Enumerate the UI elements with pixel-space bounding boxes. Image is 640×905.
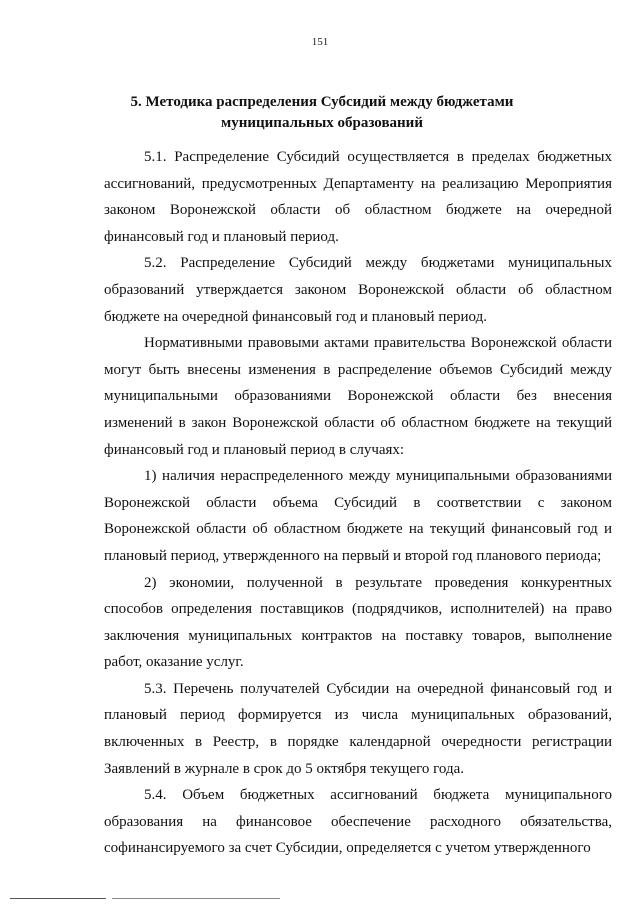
section-heading-line-1: 5. Методика распределения Субсидий между бюджетами xyxy=(130,94,514,110)
list-item-2: 2) экономии, полученной в результате проведения конкурентных способов определения поставщиков (подрядчиков, исполнителей) на право заключения муниципальных контрактов на поставку товаров, выполнение работ, оказание услуг. xyxy=(104,574,612,671)
paragraph-5-4: 5.4. Объем бюджетных ассигнований бюджета муниципального образования на финансовое обеспечение расходного обязательства, софинансируемого за счет Субсидии, определяется с учетом утвержденного xyxy=(104,787,612,857)
section-heading xyxy=(100,92,544,134)
paragraph-5-3: 5.3. Перечень получателей Субсидии на очередной финансовый год и плановый период формируется из числа муниципальных образований, включенных в Реестр, в порядке календарной очередности регистрации Заявлений в журнале в срок до 5 октября текущего года. xyxy=(104,680,612,777)
paragraph-5-2: 5.2. Распределение Субсидий между бюджетами муниципальных образований утверждается законом Воронежской области об областном бюджете на очередной финансовый год и плановый период. xyxy=(104,255,612,325)
paragraph-5-1: 5.1. Распределение Субсидий осуществляется в пределах бюджетных ассигнований, предусмотренных Департаменту на реализацию Мероприятия законом Воронежской области об областном бюджете на очередной финансовый год и плановый период. xyxy=(104,149,612,245)
paragraph-amendments: Нормативными правовыми актами правительства Воронежской области могут быть внесены изменения в распределение объемов Субсидий между муниципальными образованиями Воронежской области без внесения изменений в закон Воронежской области об областном бюджете на текущий финансовый год и плановый период в случаях: xyxy=(104,335,612,458)
footer-divider xyxy=(10,898,106,899)
section-heading-line-2: муниципальных образований xyxy=(221,115,423,131)
document-body xyxy=(104,144,612,862)
list-item-1: 1) наличия нераспределенного между муниципальными образованиями Воронежской области объема Субсидий в соответствии с законом Воронежской области об областном бюджете на текущий финансовый год и плановый период, утвержденного на первый и второй год планового периода; xyxy=(104,468,612,564)
page-number: 151 xyxy=(311,36,329,48)
footer-divider-secondary xyxy=(112,898,280,899)
